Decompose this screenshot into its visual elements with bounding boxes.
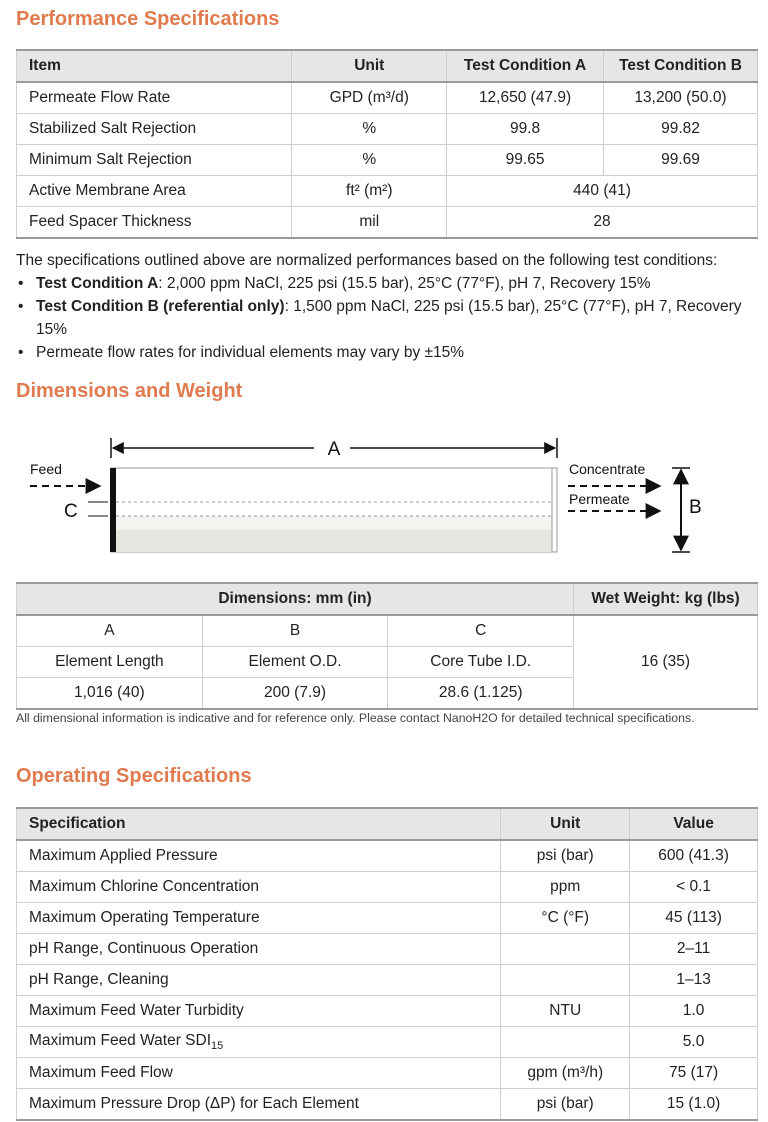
col-header-wet-weight: Wet Weight: kg (lbs) bbox=[574, 583, 758, 615]
dimension-value-cell: 1,016 (40) bbox=[17, 678, 203, 710]
table-row bbox=[17, 207, 758, 239]
note-text: : 1,500 ppm NaCl, 225 psi (15.5 bar), 25°C (77°F), pH 7, Recovery 15% bbox=[36, 298, 742, 338]
permeate-label: Permeate bbox=[569, 491, 630, 507]
value-cell: 15 (1.0) bbox=[630, 1089, 758, 1121]
label-a: A bbox=[327, 439, 341, 460]
item-cell: Minimum Salt Rejection bbox=[17, 145, 292, 176]
item-cell: Permeate Flow Rate bbox=[17, 82, 292, 114]
spec-cell bbox=[17, 1027, 501, 1058]
unit-cell: psi (bar) bbox=[501, 1089, 630, 1121]
spec-cell: Maximum Chlorine Concentration bbox=[17, 872, 501, 903]
unit-cell bbox=[501, 934, 630, 965]
dimension-c-marker bbox=[88, 502, 108, 516]
table-row bbox=[17, 615, 758, 647]
value-ab-cell: 440 (41) bbox=[447, 176, 758, 207]
col-header-condition-b: Test Condition B bbox=[604, 50, 758, 82]
element-dimension-diagram bbox=[0, 424, 768, 564]
value-b-cell: 99.82 bbox=[604, 114, 758, 145]
unit-cell bbox=[501, 965, 630, 996]
wet-weight-cell: 16 (35) bbox=[574, 615, 758, 709]
item-cell: Active Membrane Area bbox=[17, 176, 292, 207]
dimension-value-cell: 28.6 (1.125) bbox=[388, 678, 574, 710]
spec-cell: Maximum Applied Pressure bbox=[17, 840, 501, 872]
value-cell: 2–11 bbox=[630, 934, 758, 965]
col-header-specification: Specification bbox=[17, 808, 501, 840]
table-header-row bbox=[17, 50, 758, 82]
spec-cell: pH Range, Continuous Operation bbox=[17, 934, 501, 965]
col-header-condition-a: Test Condition A bbox=[447, 50, 604, 82]
value-a-cell: 12,650 (47.9) bbox=[447, 82, 604, 114]
spec-cell: pH Range, Cleaning bbox=[17, 965, 501, 996]
value-a-cell: 99.8 bbox=[447, 114, 604, 145]
col-header-item: Item bbox=[17, 50, 292, 82]
unit-cell: % bbox=[292, 145, 447, 176]
item-cell: Stabilized Salt Rejection bbox=[17, 114, 292, 145]
spec-text: Maximum Feed Water SDI bbox=[29, 1031, 212, 1049]
value-b-cell: 13,200 (50.0) bbox=[604, 82, 758, 114]
value-cell: 45 (113) bbox=[630, 903, 758, 934]
label-b: B bbox=[689, 497, 702, 518]
unit-cell: psi (bar) bbox=[501, 840, 630, 872]
list-item bbox=[36, 272, 768, 295]
value-cell: 1–13 bbox=[630, 965, 758, 996]
spec-cell: Maximum Feed Water Turbidity bbox=[17, 996, 501, 1027]
table-row bbox=[17, 965, 758, 996]
membrane-element-body bbox=[110, 468, 557, 552]
performance-table bbox=[16, 49, 758, 239]
value-ab-cell: 28 bbox=[447, 207, 758, 239]
notes-intro: The specifications outlined above are normalized performances based on the following test conditions: bbox=[16, 252, 718, 269]
unit-cell: % bbox=[292, 114, 447, 145]
spec-cell: Maximum Pressure Drop (ΔP) for Each Element bbox=[17, 1089, 501, 1121]
performance-title: Performance Specifications bbox=[16, 8, 280, 30]
spec-cell: Maximum Feed Flow bbox=[17, 1058, 501, 1089]
note-label: Test Condition A bbox=[36, 275, 159, 292]
dimension-name-cell: Element Length bbox=[17, 647, 203, 678]
col-header-value: Value bbox=[630, 808, 758, 840]
value-cell: < 0.1 bbox=[630, 872, 758, 903]
unit-cell: ft² (m²) bbox=[292, 176, 447, 207]
unit-cell: GPD (m³/d) bbox=[292, 82, 447, 114]
table-row bbox=[17, 145, 758, 176]
spec-cell: Maximum Operating Temperature bbox=[17, 903, 501, 934]
note-text: Permeate flow rates for individual elements may vary by ±15% bbox=[36, 344, 465, 361]
note-label: Test Condition B (referential only) bbox=[36, 298, 285, 315]
table-row bbox=[17, 996, 758, 1027]
dimension-letter-cell: B bbox=[202, 615, 388, 647]
unit-cell: ppm bbox=[501, 872, 630, 903]
col-header-dimensions: Dimensions: mm (in) bbox=[17, 583, 574, 615]
operating-title: Operating Specifications bbox=[16, 765, 252, 787]
table-row bbox=[17, 1089, 758, 1121]
table-row bbox=[17, 872, 758, 903]
unit-cell: gpm (m³/h) bbox=[501, 1058, 630, 1089]
dimension-b-line bbox=[672, 468, 690, 552]
value-cell: 1.0 bbox=[630, 996, 758, 1027]
value-a-cell: 99.65 bbox=[447, 145, 604, 176]
table-row bbox=[17, 176, 758, 207]
spec-subscript: 15 bbox=[211, 1040, 224, 1053]
value-cell: 5.0 bbox=[630, 1027, 758, 1058]
dimensions-table bbox=[16, 582, 758, 710]
test-conditions-notes bbox=[16, 249, 768, 364]
table-header-row bbox=[17, 808, 758, 840]
item-cell: Feed Spacer Thickness bbox=[17, 207, 292, 239]
dimension-value-cell: 200 (7.9) bbox=[202, 678, 388, 710]
note-text: : 2,000 ppm NaCl, 225 psi (15.5 bar), 25°C (77°F), pH 7, Recovery 15% bbox=[158, 275, 651, 292]
dimension-name-cell: Element O.D. bbox=[202, 647, 388, 678]
table-row bbox=[17, 1027, 758, 1058]
value-cell: 600 (41.3) bbox=[630, 840, 758, 872]
unit-cell: NTU bbox=[501, 996, 630, 1027]
dimensions-title: Dimensions and Weight bbox=[16, 380, 243, 402]
col-header-unit: Unit bbox=[501, 808, 630, 840]
dimension-name-cell: Core Tube I.D. bbox=[388, 647, 574, 678]
unit-cell: mil bbox=[292, 207, 447, 239]
concentrate-label: Concentrate bbox=[569, 461, 646, 477]
list-item bbox=[36, 295, 768, 341]
table-header-row bbox=[17, 583, 758, 615]
notes-list bbox=[16, 272, 768, 364]
table-row bbox=[17, 114, 758, 145]
table-row bbox=[17, 840, 758, 872]
table-row bbox=[17, 82, 758, 114]
list-item bbox=[36, 341, 768, 364]
table-row bbox=[17, 1058, 758, 1089]
label-c: C bbox=[64, 501, 78, 522]
unit-cell bbox=[501, 1027, 630, 1058]
value-cell: 75 (17) bbox=[630, 1058, 758, 1089]
dimension-letter-cell: C bbox=[388, 615, 574, 647]
operating-table bbox=[16, 807, 758, 1121]
value-b-cell: 99.69 bbox=[604, 145, 758, 176]
dimension-letter-cell: A bbox=[17, 615, 203, 647]
dimensions-footnote: All dimensional information is indicative and for reference only. Please contact NanoH2O for detailed technical specifications. bbox=[16, 711, 695, 725]
unit-cell: °C (°F) bbox=[501, 903, 630, 934]
feed-label: Feed bbox=[30, 461, 62, 477]
col-header-unit: Unit bbox=[292, 50, 447, 82]
table-row bbox=[17, 934, 758, 965]
table-row bbox=[17, 903, 758, 934]
